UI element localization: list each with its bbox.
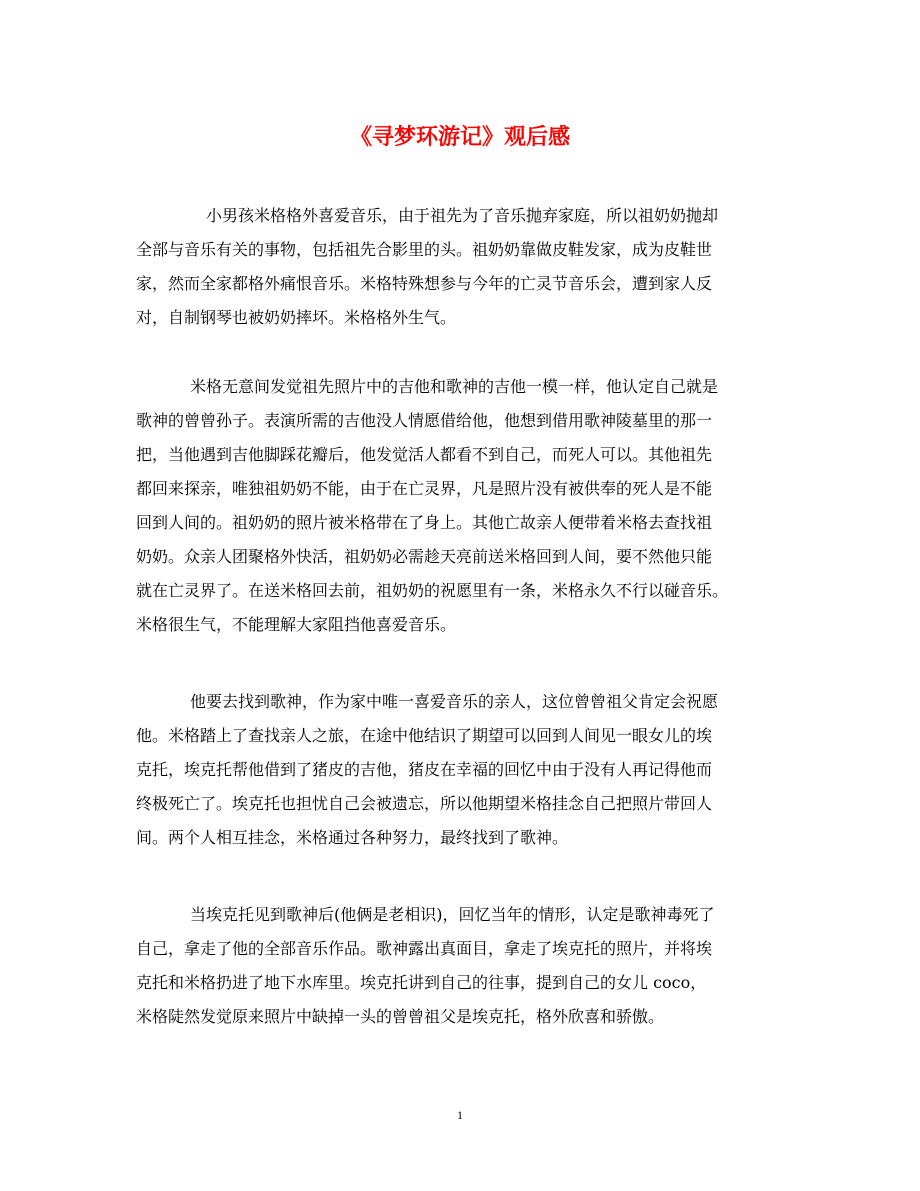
paragraph-line: 克托，埃克托帮他借到了猪皮的吉他，猪皮在幸福的回忆中由于没有人再记得他而 xyxy=(136,760,713,779)
paragraph-line: 奶奶。众亲人团聚格外快活，祖奶奶必需趁天亮前送米格回到人间，要不然他只能 xyxy=(136,547,713,566)
paragraph-line: 就在亡灵界了。在送米格回去前，祖奶奶的祝愿里有一条，米格永久不行以碰音乐。 xyxy=(136,581,729,600)
paragraph-line: 米格陡然发觉原来照片中缺掉一头的曾曾祖父是埃克托，格外欣喜和骄傲。 xyxy=(136,1007,665,1026)
paragraph-line: 家，然而全家都格外痛恨音乐。米格特殊想参与今年的亡灵节音乐会，遭到家人反 xyxy=(136,274,713,293)
paragraph-4 xyxy=(136,898,786,1034)
paragraph-line: 把，当他遇到吉他脚踩花瓣后，他发觉活人都看不到自己，而死人可以。其他祖先 xyxy=(136,445,713,464)
paragraph-line: 全部与音乐有关的事物，包括祖先合影里的头。祖奶奶靠做皮鞋发家，成为皮鞋世 xyxy=(136,240,713,259)
paragraph-line: 米格无意间发觉祖先照片中的吉他和歌神的吉他一模一样，他认定自己就是 xyxy=(190,377,719,396)
paragraph-line: 都回来探亲，唯独祖奶奶不能，由于在亡灵界，凡是照片没有被供奉的死人是不能 xyxy=(136,479,713,498)
document-title: 《寻梦环游记》观后感 xyxy=(349,124,570,150)
paragraph-line: 他要去找到歌神，作为家中唯一喜爱音乐的亲人，这位曾曾祖父肯定会祝愿 xyxy=(190,692,719,711)
paragraph-line: 回到人间的。祖奶奶的照片被米格带在了身上。其他亡故亲人便带着米格去查找祖 xyxy=(136,513,713,532)
paragraph-line: 小男孩米格格外喜爱音乐，由于祖先为了音乐抛弃家庭，所以祖奶奶抛却 xyxy=(206,206,719,225)
paragraph-line: 间。两个人相互挂念，米格通过各种努力，最终找到了歌神。 xyxy=(136,828,569,847)
paragraph-line: 克托和米格扔进了地下水库里。埃克托讲到自己的往事，提到自己的女儿 coco， xyxy=(136,973,707,992)
paragraph-line: 对，自制钢琴也被奶奶摔坏。米格格外生气。 xyxy=(136,308,457,327)
page-number: 1 xyxy=(457,1108,463,1122)
paragraph-line: 他。米格踏上了查找亲人之旅，在途中他结识了期望可以回到人间见一眼女儿的埃 xyxy=(136,726,713,745)
paragraph-line: 自己，拿走了他的全部音乐作品。歌神露出真面目，拿走了埃克托的照片，并将埃 xyxy=(136,939,713,958)
paragraph-line: 歌神的曾曾孙子。表演所需的吉他没人情愿借给他，他想到借用歌神陵墓里的那一 xyxy=(136,411,713,430)
paragraph-line: 终极死亡了。埃克托也担忧自己会被遗忘，所以他期望米格挂念自己把照片带回人 xyxy=(136,794,713,813)
paragraph-3 xyxy=(136,685,786,855)
paragraph-1 xyxy=(136,199,786,335)
paragraph-2 xyxy=(136,370,786,642)
paragraph-line: 米格很生气，不能理解大家阻挡他喜爱音乐。 xyxy=(136,615,457,634)
paragraph-line: 当埃克托见到歌神后(他俩是老相识)，回忆当年的情形，认定是歌神毒死了 xyxy=(190,905,715,924)
